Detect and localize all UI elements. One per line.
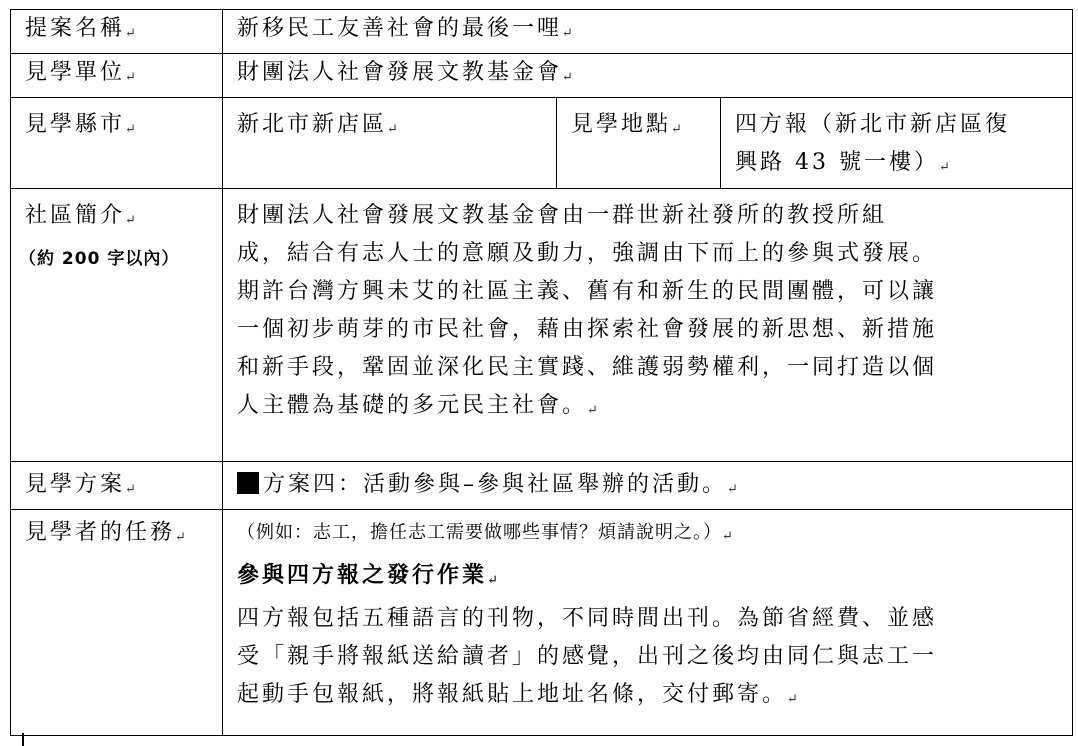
task-line: 受「親手將報紙送給讀者」的感覺，出刊之後均由同仁與志工一 [237, 644, 938, 669]
intro-line: 人主體為基礎的多元民主社會。↵ [237, 393, 598, 418]
community-intro-label: 社區簡介↵ （約 200 字以內） [11, 189, 223, 462]
tasks-label: 見學者的任務↵ [11, 510, 223, 736]
row-plan [11, 462, 1073, 510]
community-intro-sublabel: （約 200 字以內） [19, 249, 180, 269]
task-line: 起動手包報紙，將報紙貼上地址名條，交付郵寄。↵ [237, 682, 798, 707]
task-line: 四方報包括五種語言的刊物，不同時間出刊。為節省經費、並感 [237, 606, 938, 631]
location-label: 見學地點↵ [557, 98, 721, 189]
location-value: 四方報（新北市新店區復 興路 43 號一樓）↵ [721, 98, 1073, 189]
row-city-location [11, 98, 1073, 189]
checkbox-filled [237, 472, 259, 494]
community-intro-text [223, 189, 1073, 462]
proposal-table [10, 9, 1073, 736]
proposal-name-label: 提案名稱↵ [11, 10, 223, 54]
tasks-heading: 參與四方報之發行作業↵ [237, 562, 498, 588]
row-proposal-name [11, 10, 1073, 54]
intro-line: 期許台灣方興未艾的社區主義、舊有和新生的民間團體，可以讓 [237, 279, 938, 304]
city-value: 新北市新店區↵ [223, 98, 557, 189]
host-unit-value: 財團法人社會發展文教基金會↵ [223, 54, 1073, 98]
text-cursor [22, 733, 24, 746]
intro-line: 財團法人社會發展文教基金會由一群世新社發所的教授所組 [237, 203, 888, 228]
tasks-content [223, 510, 1073, 736]
row-tasks [11, 510, 1073, 736]
intro-line: 成，結合有志人士的意願及動力，強調由下而上的參與式發展。 [237, 241, 938, 266]
plan-value: 方案四：活動參與–參與社區舉辦的活動。↵ [223, 462, 1073, 510]
tasks-note: （例如：志工，擔任志工需要做哪些事情？煩請說明之。）↵ [237, 522, 733, 544]
plan-label: 見學方案↵ [11, 462, 223, 510]
city-label: 見學縣市↵ [11, 98, 223, 189]
intro-line: 和新手段，鞏固並深化民主實踐、維護弱勢權利，一同打造以個 [237, 355, 938, 380]
intro-line: 一個初步萌芽的市民社會，藉由探索社會發展的新思想、新措施 [237, 317, 938, 342]
row-host-unit [11, 54, 1073, 98]
host-unit-label: 見學單位↵ [11, 54, 223, 98]
row-community-intro [11, 189, 1073, 462]
proposal-name-value: 新移民工友善社會的最後一哩↵ [223, 10, 1073, 54]
